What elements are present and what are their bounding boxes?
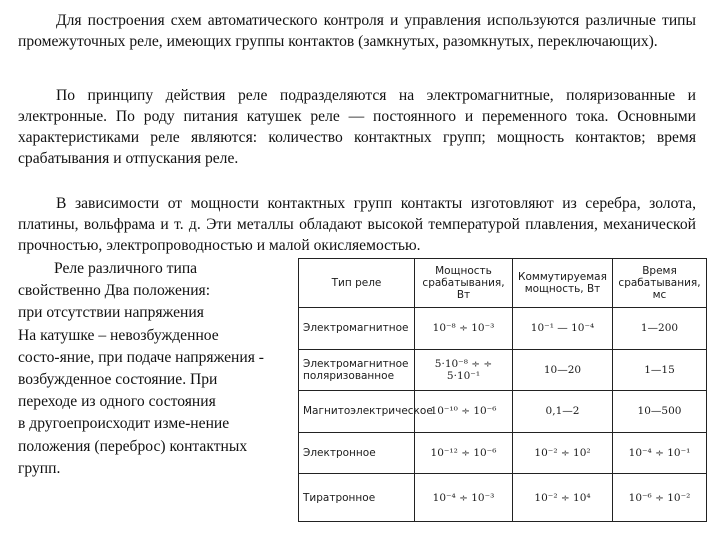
- table-row: [299, 308, 707, 350]
- column-header-switched-power: Коммутируемая мощность, Вт: [513, 259, 613, 308]
- cell-type: Магнитоэлектрическое: [299, 391, 415, 433]
- cell-trigger-power: 10⁻¹² ÷ 10⁻⁶: [415, 432, 513, 474]
- cell-type: Электромагнитное: [299, 308, 415, 350]
- text-line: в другоепроисходит изме-нение: [18, 415, 230, 433]
- text-line: групп.: [18, 459, 61, 477]
- column-header-trigger-power: Мощность срабатывания, Вт: [415, 259, 513, 308]
- text-line: переходе из одного состояния: [18, 393, 216, 411]
- cell-switched-power: 10—20: [513, 349, 613, 391]
- table-header-row: [299, 259, 707, 308]
- cell-response-time: 10⁻⁴ ÷ 10⁻¹: [613, 432, 707, 474]
- table-row: [299, 474, 707, 522]
- text-line: возбужденное состояние. При: [18, 371, 218, 389]
- table-row: [299, 391, 707, 433]
- relay-characteristics-table: [298, 258, 707, 522]
- cell-trigger-power: 10⁻⁴ ÷ 10⁻³: [415, 474, 513, 522]
- text-line: свойственно Два положения:: [18, 282, 211, 300]
- text-line: На катушке – невозбужденное: [18, 326, 219, 344]
- cell-response-time: 1—200: [613, 308, 707, 350]
- text-line: состо-яние, при подаче напряжения -: [18, 348, 264, 366]
- cell-type: Электронное: [299, 432, 415, 474]
- cell-switched-power: 10⁻¹ — 10⁻⁴: [513, 308, 613, 350]
- text-line: Реле различного типа: [54, 260, 198, 277]
- cell-response-time: 10⁻⁶ ÷ 10⁻²: [613, 474, 707, 522]
- text-line: при отсутствии напряжения: [18, 304, 204, 322]
- column-header-response-time: Время срабатывания, мс: [613, 259, 707, 308]
- relay-positions-text: [18, 258, 303, 480]
- cell-response-time: 1—15: [613, 349, 707, 391]
- paragraph-relay-types: [18, 10, 696, 52]
- cell-switched-power: 0,1—2: [513, 391, 613, 433]
- cell-switched-power: 10⁻² ÷ 10⁴: [513, 474, 613, 522]
- paragraph-text: Для построения схем автоматического контроля и управления используются различные типы промежуточных реле, имеющих группы контактов (замкнутых, разомкнутых, переключающих).: [18, 12, 696, 50]
- paragraph-text: По принципу действия реле подразделяются на электромагнитные, поляризованные и электронные. По роду питания катушек реле — постоянного и переменного тока. Основными характеристиками реле являются: количество контактных групп; мощность контактов; время срабатывания и отпускания реле.: [18, 87, 696, 167]
- table-row: [299, 432, 707, 474]
- cell-trigger-power: 5·10⁻⁸ ÷ ÷ 5·10⁻¹: [415, 349, 513, 391]
- text-line: положения (переброс) контактных: [18, 437, 248, 455]
- paragraph-contact-materials: [18, 193, 696, 256]
- cell-type: Тиратронное: [299, 474, 415, 522]
- cell-switched-power: 10⁻² ÷ 10²: [513, 432, 613, 474]
- paragraph-text: В зависимости от мощности контактных групп контакты изготовляют из серебра, золота, платины, вольфрама и т. д. Эти металлы обладают высокой температурой плавления, механической прочностью, электропроводностью и малой окисляемостью.: [18, 195, 696, 254]
- cell-trigger-power: 10⁻¹⁰ ÷ 10⁻⁶: [415, 391, 513, 433]
- table-row: [299, 349, 707, 391]
- cell-type: Электромагнитное поляризованное: [299, 349, 415, 391]
- cell-trigger-power: 10⁻⁸ ÷ 10⁻³: [415, 308, 513, 350]
- paragraph-action-principle: [18, 85, 696, 169]
- column-header-type: Тип реле: [299, 259, 415, 308]
- cell-response-time: 10—500: [613, 391, 707, 433]
